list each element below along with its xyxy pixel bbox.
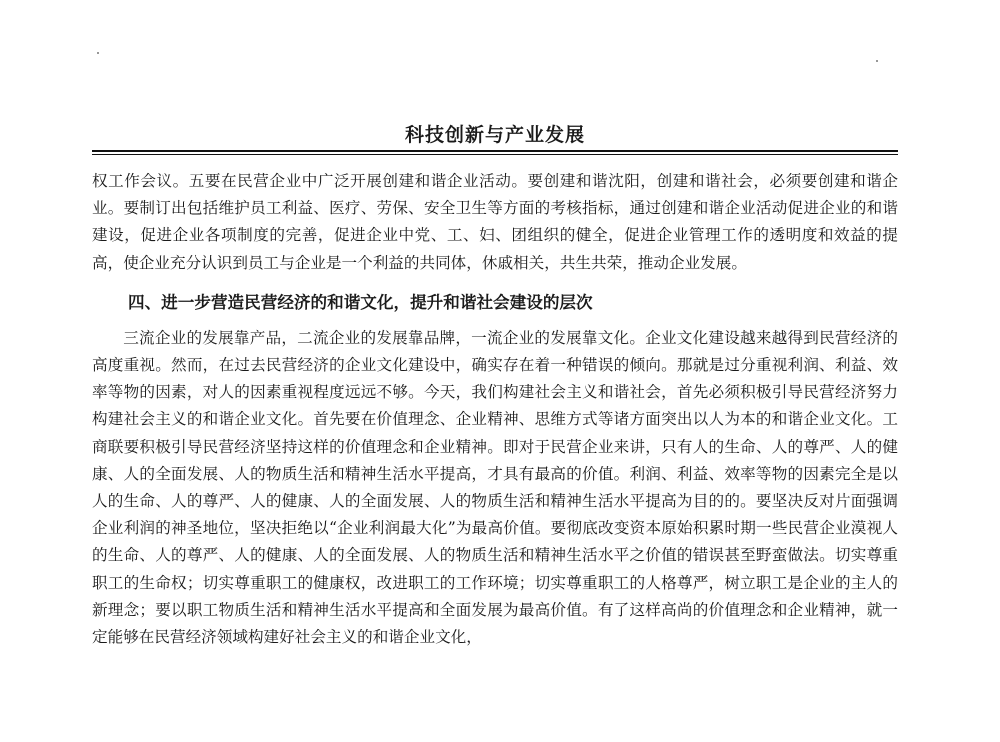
body-text bbox=[92, 168, 898, 651]
header-rule-thick bbox=[92, 150, 898, 152]
paragraph-continued: 权工作会议。五要在民营企业中广泛开展创建和谐企业活动。要创建和谐沈阳，创建和谐社会，必须要创建和谐企业。要制订出包括维护员工利益、医疗、劳保、安全卫生等方面的考核指标，通过创建和谐企业活动促进企业的和谐建设，促进企业各项制度的完善，促进企业中党、工、妇、团组织的健全，促进企业管理工作的透明度和效益的提高，使企业充分认识到员工与企业是一个利益的共同体，休戚相关，共生共荣，推动企业发展。 bbox=[92, 172, 898, 272]
scan-speck bbox=[97, 52, 99, 54]
header-rule-thin bbox=[92, 154, 898, 155]
paragraph-section-four: 三流企业的发展靠产品，二流企业的发展靠品牌，一流企业的发展靠文化。企业文化建设越来越得到民营经济的高度重视。然而，在过去民营经济的企业文化建设中，确实存在着一种错误的倾向。那就是过分重视利润、利益、效率等物的因素，对人的因素重视程度远远不够。今天，我们构建社会主义和谐社会，首先必须积极引导民营经济努力构建社会主义的和谐企业文化。首先要在价值理念、企业精神、思维方式等诸方面突出以人为本的和谐企业文化。工商联要积极引导民营经济坚持这样的价值理念和企业精神。即对于民营企业来讲，只有人的生命、人的尊严、人的健康、人的全面发展、人的物质生活和精神生活水平提高，才具有最高的价值。利润、利益、效率等物的因素完全是以人的生命、人的尊严、人的健康、人的全面发展、人的物质生活和精神生活水平提高为目的的。要坚决反对片面强调企业利润的神圣地位，坚决拒绝以“企业利润最大化”为最高价值。要彻底改变资本原始积累时期一些民营企业漠视人的生命、人的尊严、人的健康、人的全面发展、人的物质生活和精神生活水平之价值的错误甚至野蛮做法。切实尊重职工的生命权；切实尊重职工的健康权，改进职工的工作环境；切实尊重职工的人格尊严，树立职工是企业的主人的新理念；要以职工物质生活和精神生活水平提高和全面发展为最高价值。有了这样高尚的价值理念和企业精神，就一定能够在民营经济领域构建好社会主义的和谐企业文化， bbox=[92, 328, 898, 647]
scan-speck bbox=[876, 60, 878, 62]
running-head: 科技创新与产业发展 bbox=[404, 124, 585, 146]
section-heading: 四、进一步营造民营经济的和谐文化，提升和谐社会建设的层次 bbox=[128, 292, 593, 312]
